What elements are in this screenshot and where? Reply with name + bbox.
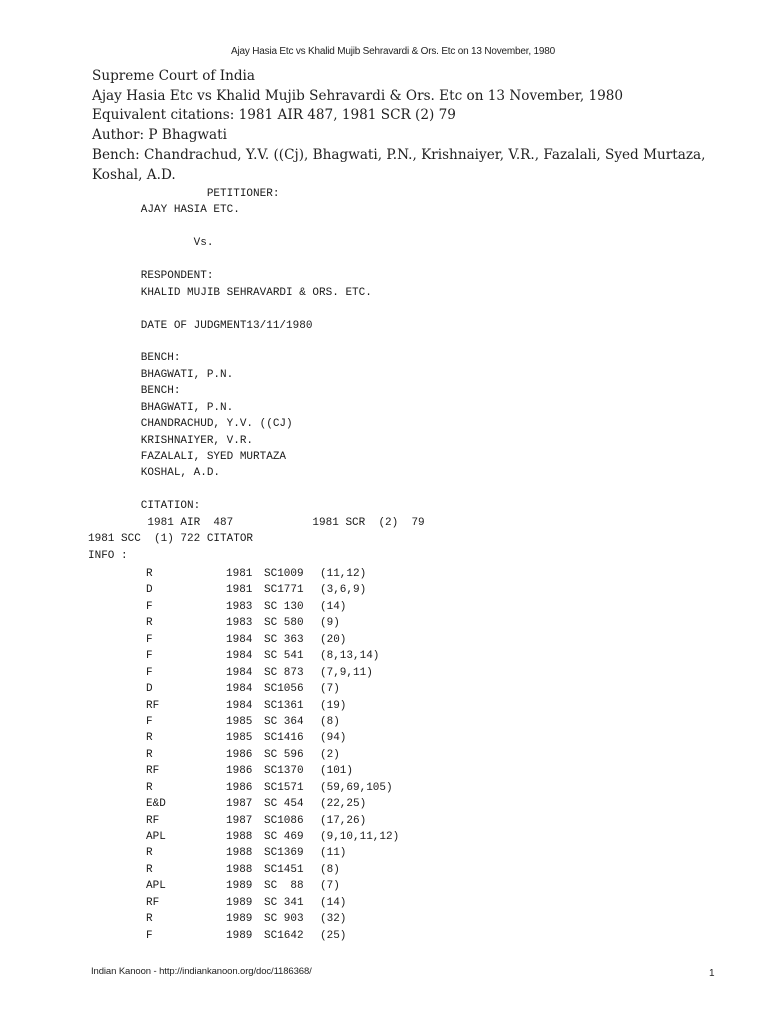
judgment-line bbox=[88, 252, 748, 268]
judgment-line: BENCH: bbox=[88, 352, 181, 365]
citator-treatment: APL bbox=[146, 880, 166, 893]
citator-paragraphs: (11) bbox=[320, 847, 347, 860]
judgment-line: DATE OF JUDGMENT13/11/1980 bbox=[88, 319, 313, 332]
judgment-line bbox=[88, 219, 748, 235]
citator-year: 1983 bbox=[226, 617, 253, 630]
citator-paragraphs: (7,9,11) bbox=[320, 666, 373, 679]
court-name: Supreme Court of India bbox=[92, 68, 256, 84]
equivalent-citations: Equivalent citations: 1981 AIR 487, 1981 SCR (2) 79 bbox=[92, 107, 456, 124]
citator-paragraphs: (7) bbox=[320, 880, 340, 893]
judgment-line: CITATION: bbox=[88, 500, 201, 513]
citator-year: 1984 bbox=[226, 683, 253, 696]
citator-paragraphs: (11,12) bbox=[320, 568, 367, 580]
citator-year: 1989 bbox=[226, 913, 253, 926]
citator-treatment: F bbox=[146, 600, 153, 613]
citator-paragraphs: (14) bbox=[320, 600, 347, 613]
citator-year: 1981 bbox=[226, 584, 253, 597]
citator-treatment: D bbox=[146, 584, 153, 597]
citator-paragraphs: (8,13,14) bbox=[320, 650, 380, 663]
citator-treatment: R bbox=[146, 913, 153, 926]
citator-reference: SC1086 bbox=[264, 814, 304, 827]
citator-reference: SC1009 bbox=[264, 568, 304, 580]
citator-reference: SC1416 bbox=[264, 732, 304, 745]
judgment-line: KOSHAL, A.D. bbox=[88, 467, 221, 480]
judgment-line: CHANDRACHUD, Y.V. ((CJ) bbox=[88, 418, 293, 431]
citator-treatment: F bbox=[146, 715, 153, 728]
judgment-line: BHAGWATI, P.N. bbox=[88, 401, 234, 414]
citator-treatment: R bbox=[146, 732, 153, 745]
judgment-line: AJAY HASIA ETC. bbox=[88, 204, 240, 217]
citator-reference: SC1369 bbox=[264, 847, 304, 860]
citator-treatment: RF bbox=[146, 814, 160, 827]
page-number: 1 bbox=[709, 968, 715, 979]
citator-year: 1984 bbox=[226, 650, 253, 663]
author: Author: P Bhagwati bbox=[92, 127, 227, 144]
citator-reference: SC 454 bbox=[264, 798, 304, 811]
citator-reference: SC1370 bbox=[264, 765, 304, 778]
judgment-line: 1981 AIR 487 1981 SCR (2) 79 bbox=[88, 516, 425, 529]
citator-paragraphs: (22,25) bbox=[320, 798, 367, 811]
citator-year: 1984 bbox=[226, 633, 253, 646]
citator-treatment: F bbox=[146, 633, 153, 646]
judgment-line: BHAGWATI, P.N. bbox=[88, 368, 234, 381]
citator-reference: SC1571 bbox=[264, 781, 304, 794]
citator-year: 1989 bbox=[226, 880, 253, 893]
citator-reference: SC1361 bbox=[264, 699, 304, 712]
running-header: Ajay Hasia Etc vs Khalid Mujib Sehravardi & Ors. Etc on 13 November, 1980 bbox=[231, 46, 555, 57]
citator-treatment: F bbox=[146, 650, 153, 663]
citator-reference: SC 873 bbox=[264, 666, 304, 679]
citator-treatment: E&D bbox=[146, 798, 166, 811]
citator-year: 1987 bbox=[226, 814, 253, 827]
judgment-header-block bbox=[88, 186, 748, 564]
judgment-line: 1981 SCC (1) 722 CITATOR bbox=[88, 533, 254, 546]
judgment-line: INFO : bbox=[88, 549, 128, 562]
citator-year: 1984 bbox=[226, 699, 253, 712]
citator-reference: SC 363 bbox=[264, 633, 304, 646]
citator-treatment: R bbox=[146, 617, 153, 630]
citator-treatment: RF bbox=[146, 699, 160, 712]
citator-year: 1988 bbox=[226, 831, 253, 843]
citator-treatment: R bbox=[146, 863, 153, 876]
citator-paragraphs: (17,26) bbox=[320, 814, 367, 827]
citator-paragraphs: (59,69,105) bbox=[320, 781, 393, 794]
citator-year: 1985 bbox=[226, 732, 253, 745]
judgment-line: RESPONDENT: bbox=[88, 270, 214, 283]
citator-year: 1989 bbox=[226, 896, 253, 909]
citator-paragraphs: (19) bbox=[320, 699, 347, 712]
citator-reference: SC1451 bbox=[264, 863, 304, 876]
citator-reference: SC1642 bbox=[264, 929, 304, 942]
citator-treatment: RF bbox=[146, 896, 160, 909]
citator-paragraphs: (9) bbox=[320, 617, 340, 630]
citator-paragraphs: (32) bbox=[320, 913, 347, 926]
citator-year: 1988 bbox=[226, 863, 253, 876]
citator-treatment: F bbox=[146, 929, 153, 942]
citator-paragraphs: (20) bbox=[320, 633, 347, 646]
citator-paragraphs: (9,10,11,12) bbox=[320, 831, 400, 843]
citator-year: 1986 bbox=[226, 765, 253, 778]
citator-treatment: R bbox=[146, 568, 153, 580]
citator-treatment: R bbox=[146, 748, 153, 761]
citator-reference: SC1056 bbox=[264, 683, 304, 696]
citator-reference: SC 903 bbox=[264, 913, 304, 926]
citator-paragraphs: (101) bbox=[320, 765, 354, 778]
judgment-line: FAZALALI, SYED MURTAZA bbox=[88, 451, 287, 463]
judgment-line bbox=[88, 482, 748, 498]
judgment-line bbox=[88, 334, 748, 350]
footer-source[interactable]: Indian Kanoon - http://indiankanoon.org/doc/1186368/ bbox=[91, 966, 312, 977]
citator-reference: SC 341 bbox=[264, 896, 304, 909]
citator-reference: SC 364 bbox=[264, 715, 304, 728]
citator-year: 1987 bbox=[226, 798, 253, 811]
citator-treatment: D bbox=[146, 683, 153, 696]
citator-paragraphs: (94) bbox=[320, 732, 347, 745]
case-metadata bbox=[92, 67, 732, 185]
judgment-line: Vs. bbox=[88, 237, 214, 250]
citator-treatment: F bbox=[146, 666, 153, 679]
citator-paragraphs: (2) bbox=[320, 748, 340, 761]
citator-year: 1988 bbox=[226, 847, 253, 860]
judgment-line: KHALID MUJIB SEHRAVARDI & ORS. ETC. bbox=[88, 286, 372, 299]
citator-year: 1981 bbox=[226, 568, 253, 580]
judgment-line: KRISHNAIYER, V.R. bbox=[88, 434, 254, 447]
citator-paragraphs: (14) bbox=[320, 896, 347, 909]
citator-year: 1984 bbox=[226, 666, 253, 679]
citator-paragraphs: (8) bbox=[320, 715, 340, 728]
citator-reference: SC 580 bbox=[264, 617, 304, 630]
citator-treatment: R bbox=[146, 781, 153, 794]
citator-year: 1983 bbox=[226, 600, 253, 613]
citator-reference: SC 596 bbox=[264, 748, 304, 761]
citator-year: 1986 bbox=[226, 781, 253, 794]
citator-paragraphs: (3,6,9) bbox=[320, 584, 367, 597]
judgment-line: BENCH: bbox=[88, 385, 181, 398]
citator-treatment: RF bbox=[146, 765, 160, 778]
citator-treatment: R bbox=[146, 847, 153, 860]
citator-reference: SC1771 bbox=[264, 584, 304, 597]
citator-reference: SC 469 bbox=[264, 831, 304, 843]
citator-year: 1985 bbox=[226, 715, 253, 728]
citator-year: 1986 bbox=[226, 748, 253, 761]
case-title: Ajay Hasia Etc vs Khalid Mujib Sehravardi & Ors. Etc on 13 November, 1980 bbox=[92, 87, 624, 104]
judgment-line: PETITIONER: bbox=[88, 188, 280, 200]
citator-paragraphs: (8) bbox=[320, 863, 340, 876]
citator-paragraphs: (7) bbox=[320, 683, 340, 696]
citator-reference: SC 541 bbox=[264, 650, 304, 663]
citator-reference: SC 88 bbox=[264, 880, 304, 893]
citator-reference: SC 130 bbox=[264, 600, 304, 613]
judgment-line bbox=[88, 301, 748, 317]
citator-treatment: APL bbox=[146, 831, 166, 843]
citator-year: 1989 bbox=[226, 929, 253, 942]
citator-paragraphs: (25) bbox=[320, 929, 347, 942]
bench: Bench: Chandrachud, Y.V. ((Cj), Bhagwati, P.N., Krishnaiyer, V.R., Fazalali, Syed Murtaza, Koshal, A.D. bbox=[92, 146, 706, 183]
